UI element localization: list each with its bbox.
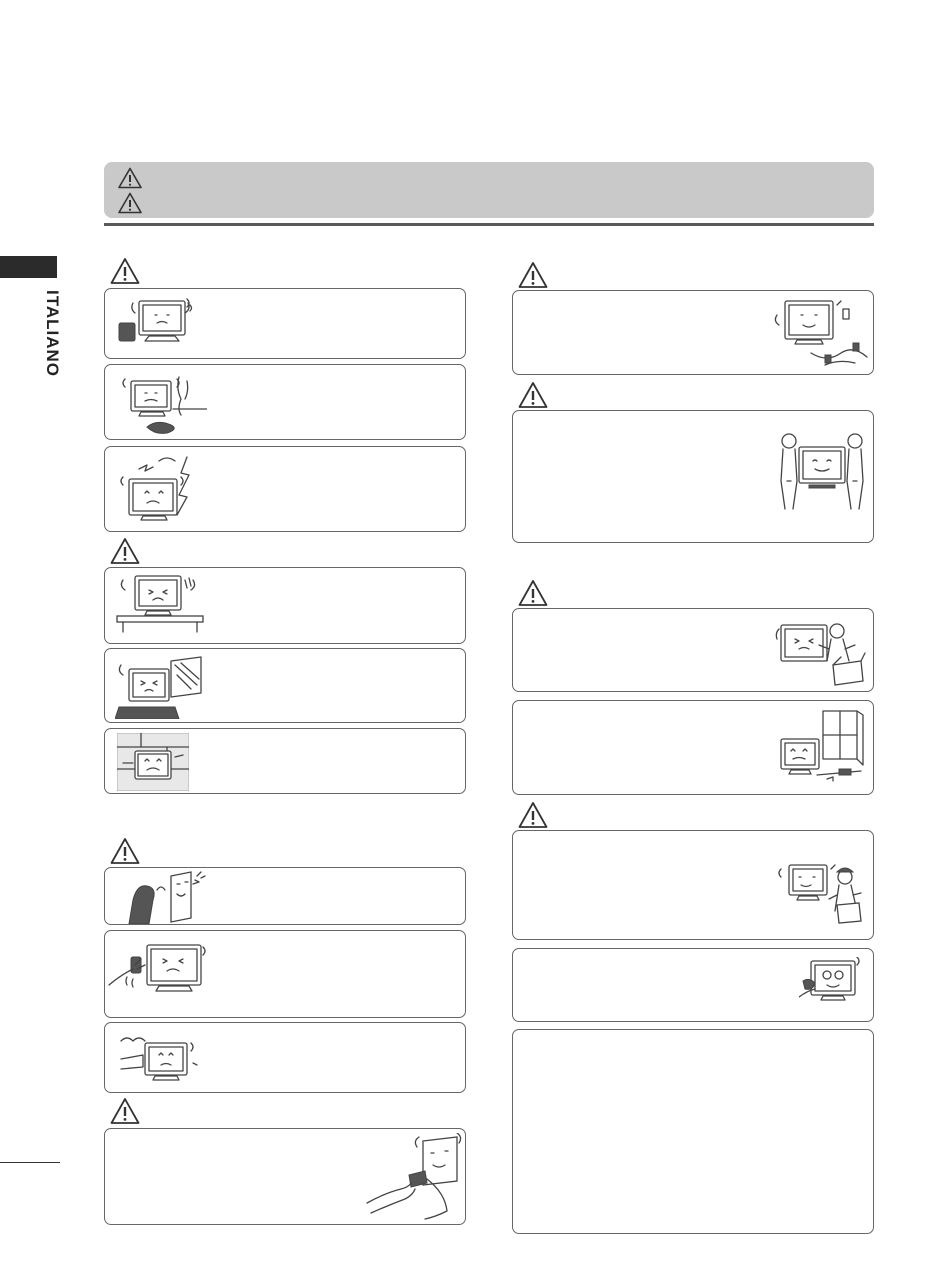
safety-card [512,1029,874,1234]
tv-water-spill-illustration [117,375,207,435]
safety-card [104,728,466,794]
safety-card [104,364,466,440]
safety-card [104,648,466,723]
tv-cleaning-illustration [799,957,865,1017]
tv-lightning-storm-illustration [117,455,207,525]
safety-card [512,830,874,940]
safety-card [512,290,874,375]
safety-card [104,1022,466,1093]
warning-triangle-icon [110,257,140,285]
hand-pulling-plug-illustration [365,1133,465,1221]
caution-header-bar [104,162,874,218]
warning-triangle-icon [118,167,142,189]
safety-card [512,608,874,692]
hand-touching-tv-illustration [127,870,207,924]
warning-triangle-icon [110,837,140,865]
safety-card [512,948,874,1022]
tv-near-window-illustration [115,655,205,719]
header-divider [104,223,874,226]
safety-card [104,288,466,359]
safety-card [104,1128,466,1225]
two-people-carrying-tv-illustration [779,431,865,511]
warning-triangle-icon [518,261,548,289]
language-tab-label: ITALIANO [43,290,62,378]
warning-triangle-icon [110,537,140,565]
tv-near-heater-illustration [115,295,195,351]
safety-card [104,930,466,1018]
tv-in-room-with-window-illustration [777,709,867,789]
tv-on-unstable-stand-illustration [113,574,207,638]
warning-triangle-icon [518,381,548,409]
warning-triangle-icon [118,192,142,214]
safety-card [512,700,874,795]
tv-unboxing-illustration [775,615,867,687]
safety-card [512,410,874,543]
warning-triangle-icon [518,801,548,829]
safety-card [104,567,466,644]
tv-wall-mounted-illustration [117,733,189,791]
safety-card [104,867,466,925]
tv-cable-connections-illustration [771,295,871,371]
warning-triangle-icon [518,579,548,607]
warning-triangle-icon [110,1097,140,1125]
safety-card [104,446,466,532]
tv-spray-cleaning-illustration [107,939,207,1013]
language-tab-marker [0,256,57,278]
footer-rule [0,1162,60,1163]
tv-service-technician-illustration [775,859,867,929]
tv-smoke-illustration [117,1029,201,1089]
